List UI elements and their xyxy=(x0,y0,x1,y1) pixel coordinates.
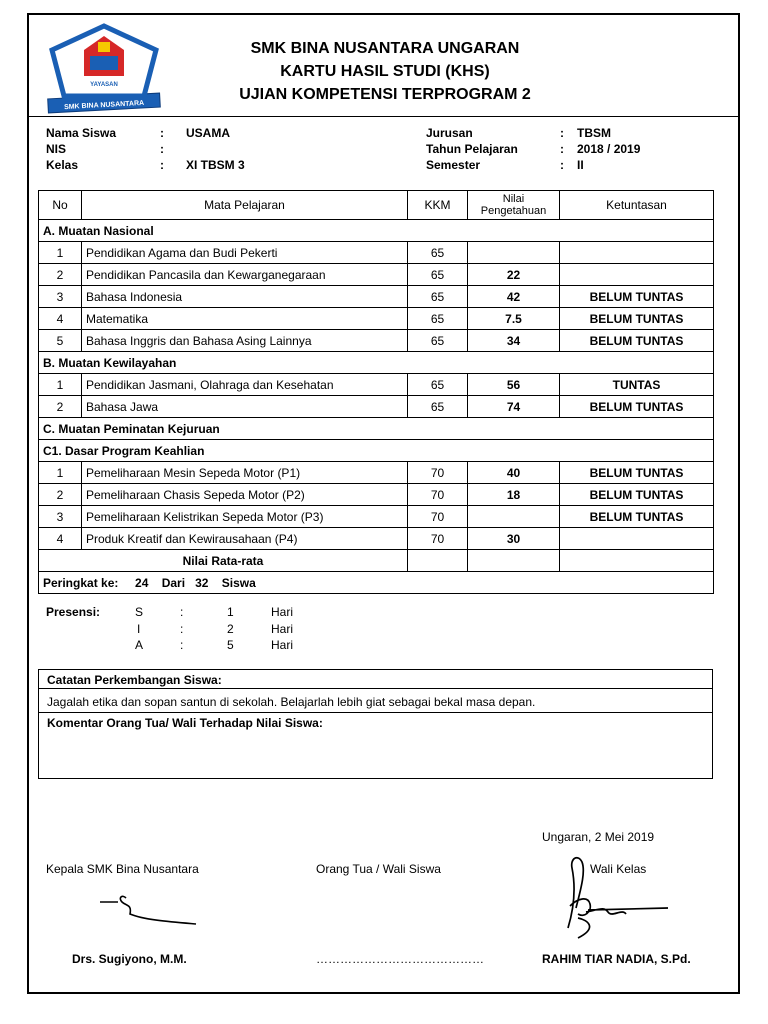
colon: : xyxy=(180,605,184,619)
parent-comment-label: Komentar Orang Tua/ Wali Terhadap Nilai Siswa: xyxy=(47,716,323,730)
attendance-value: 2 xyxy=(227,622,234,636)
document-title: KARTU HASIL STUDI (KHS) xyxy=(280,63,490,80)
table-row: 1 Pendidikan Agama dan Budi Pekerti 65 xyxy=(39,242,714,264)
colon: : xyxy=(560,142,564,156)
student-major: TBSM xyxy=(577,126,611,140)
exam-title: UJIAN KOMPETENSI TERPROGRAM 2 xyxy=(239,86,531,103)
table-row: 3 Bahasa Indonesia 65 42 BELUM TUNTAS xyxy=(39,286,714,308)
homeroom-signature-icon xyxy=(548,848,683,940)
colon: : xyxy=(560,158,564,172)
parent-title: Orang Tua / Wali Siswa xyxy=(316,862,441,876)
attendance-label: Presensi: xyxy=(46,605,101,619)
attendance-code: I xyxy=(137,622,141,636)
header-divider xyxy=(28,116,739,117)
table-row: 2 Pemeliharaan Chasis Sepeda Motor (P2) 70 18 BELUM TUNTAS xyxy=(39,484,714,506)
divider xyxy=(39,712,712,713)
table-row: 4 Matematika 65 7.5 BELUM TUNTAS xyxy=(39,308,714,330)
class-label: Kelas xyxy=(46,158,79,172)
subsection-row: C1. Dasar Program Keahlian xyxy=(39,440,714,462)
year-label: Tahun Pelajaran xyxy=(426,142,518,156)
col-no: No xyxy=(39,191,82,220)
academic-year: 2018 / 2019 xyxy=(577,142,641,156)
colon: : xyxy=(160,158,164,172)
svg-text:SMK BINA NUSANTARA: SMK BINA NUSANTARA xyxy=(63,99,145,112)
notes-box xyxy=(38,669,713,779)
col-status: Ketuntasan xyxy=(560,191,714,220)
attendance-unit: Hari xyxy=(271,605,294,619)
attendance-code: S xyxy=(135,605,144,619)
principal-name: Drs. Sugiyono, M.M. xyxy=(72,952,187,966)
table-row: 1 Pemeliharaan Mesin Sepeda Motor (P1) 70 40 BELUM TUNTAS xyxy=(39,462,714,484)
table-row: 3 Pemeliharaan Kelistrikan Sepeda Motor (P3) 70 BELUM TUNTAS xyxy=(39,506,714,528)
section-row: A. Muatan Nasional xyxy=(39,220,714,242)
student-name: USAMA xyxy=(186,126,230,140)
principal-title: Kepala SMK Bina Nusantara xyxy=(46,862,199,876)
col-subject: Mata Pelajaran xyxy=(82,191,408,220)
progress-notes-text: Jagalah etika dan sopan santun di sekolah. Belajarlah lebih giat sebagai bekal masa depan. xyxy=(47,695,536,709)
name-label: Nama Siswa xyxy=(46,126,117,140)
svg-text:YAYASAN: YAYASAN xyxy=(90,82,118,88)
table-header-row xyxy=(39,191,714,220)
table-row: 5 Bahasa Inggris dan Bahasa Asing Lainnya 65 34 BELUM TUNTAS xyxy=(39,330,714,352)
table-row: 1 Pendidikan Jasmani, Olahraga dan Kesehatan 65 56 TUNTAS xyxy=(39,374,714,396)
colon: : xyxy=(560,126,564,140)
table-row: 2 Pendidikan Pancasila dan Kewarganegaraan 65 22 xyxy=(39,264,714,286)
school-logo xyxy=(40,22,168,114)
parent-name-blank: …………………………………… xyxy=(316,952,484,966)
semester-value: II xyxy=(577,158,584,172)
section-row: C. Muatan Peminatan Kejuruan xyxy=(39,418,714,440)
progress-notes-label: Catatan Perkembangan Siswa: xyxy=(47,673,222,687)
principal-signature-icon xyxy=(92,890,202,930)
colon: : xyxy=(180,638,184,652)
attendance-value: 5 xyxy=(227,638,234,652)
student-class: XI TBSM 3 xyxy=(186,158,245,172)
major-label: Jurusan xyxy=(426,126,473,140)
attendance-code: A xyxy=(135,638,144,652)
attendance-unit: Hari xyxy=(271,622,294,636)
semester-label: Semester xyxy=(426,158,481,172)
colon: : xyxy=(180,622,184,636)
place-date: Ungaran, 2 Mei 2019 xyxy=(542,830,655,844)
col-kkm: KKM xyxy=(408,191,468,220)
col-score: Nilai Pengetahuan xyxy=(468,191,560,220)
colon: : xyxy=(160,126,164,140)
homeroom-title: Wali Kelas xyxy=(590,862,647,876)
attendance-value: 1 xyxy=(227,605,234,619)
section-row: B. Muatan Kewilayahan xyxy=(39,352,714,374)
table-row: 4 Produk Kreatif dan Kewirausahaan (P4) 70 30 xyxy=(39,528,714,550)
homeroom-name: RAHIM TIAR NADIA, S.Pd. xyxy=(542,952,691,966)
table-row: 2 Bahasa Jawa 65 74 BELUM TUNTAS xyxy=(39,396,714,418)
rank-row: Peringkat ke: 24 Dari 32 Siswa xyxy=(39,572,714,594)
school-name: SMK BINA NUSANTARA UNGARAN xyxy=(250,40,520,57)
nis-label: NIS xyxy=(46,142,67,156)
colon: : xyxy=(160,142,164,156)
grades-table xyxy=(38,190,714,594)
attendance-unit: Hari xyxy=(271,638,294,652)
average-row: Nilai Rata-rata xyxy=(39,550,714,572)
divider xyxy=(39,688,712,689)
